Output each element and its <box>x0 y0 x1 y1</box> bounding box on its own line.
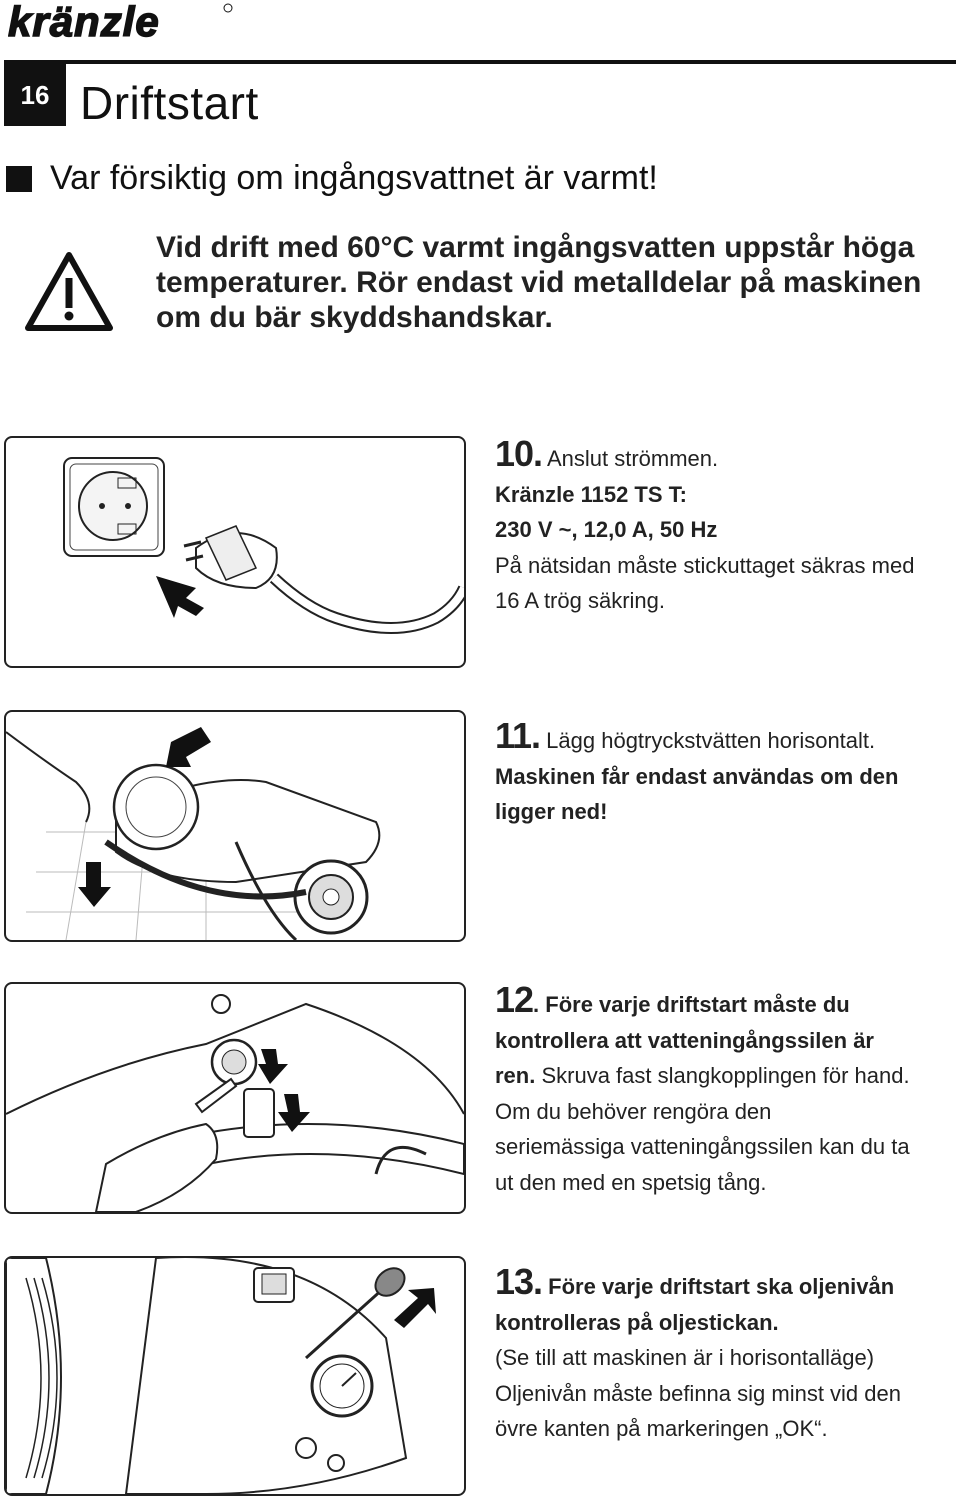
step-line: seriemässiga vatteningångssilen kan du ta <box>495 1134 910 1159</box>
step-number: 12 <box>495 979 534 1020</box>
figure-inlet-filter <box>4 982 466 1214</box>
step-line: Anslut strömmen. <box>542 446 719 471</box>
step-line: 16 A trög säkring. <box>495 588 665 613</box>
figure-machine-horizontal <box>4 710 466 942</box>
step-number: 13. <box>495 1261 543 1302</box>
step-line: (Se till att maskinen är i horisontalläge) <box>495 1345 875 1370</box>
step-11-text <box>495 715 955 830</box>
step-line: 230 V ~, 12,0 A, 50 Hz <box>495 517 718 542</box>
step-line: Maskinen får endast användas om den <box>495 763 899 789</box>
step-line: ren. <box>495 1063 536 1088</box>
step-line: ligger ned! <box>495 799 608 824</box>
step-13-text <box>495 1261 955 1447</box>
warning-triangle-icon <box>24 250 114 332</box>
page-title: Driftstart <box>80 77 259 129</box>
step-10-text <box>495 433 955 619</box>
square-bullet-icon <box>6 166 32 192</box>
kranzle-logo <box>8 2 233 42</box>
step-line: kontrollera att vatteningångssilen är <box>495 1027 874 1053</box>
header-rule <box>4 60 956 64</box>
step-line: Lägg högtryckstvätten horisontalt. <box>540 728 876 753</box>
step-12-text <box>495 979 955 1200</box>
step-number: 11. <box>495 715 541 756</box>
figure-oil-dipstick <box>4 1256 466 1496</box>
figure-plug-socket <box>4 436 466 668</box>
step-line: övre kanten på markeringen „OK“. <box>495 1416 828 1441</box>
step-number: 10. <box>495 433 543 474</box>
step-line: Före varje driftstart ska oljenivån <box>542 1274 895 1299</box>
step-line: Oljenivån måste befinna sig minst vid den <box>495 1380 901 1406</box>
step-line: På nätsidan måste stickuttaget säkras med <box>495 552 915 578</box>
step-line: Kränzle 1152 TS T: <box>495 481 687 507</box>
warning-heading: Var försiktig om ingångsvattnet är varmt! <box>50 159 658 197</box>
step-line: kontrolleras på oljestickan. <box>495 1309 779 1335</box>
chapter-number-badge: 16 <box>4 64 66 126</box>
step-line: Om du behöver rengöra den <box>495 1098 772 1124</box>
step-line: . Före varje driftstart måste du <box>533 992 850 1017</box>
step-line: Skruva fast slangkopplingen för hand. <box>535 1063 910 1088</box>
logo-wordmark: kränzle <box>8 2 160 42</box>
warning-text: Vid drift med 60°C varmt ingångsvatten uppstår höga temperaturer. Rör endast vid metalldelar på maskinen om du bär skyddshandskar. <box>156 231 922 334</box>
step-line: ut den med en spetsig tång. <box>495 1169 767 1195</box>
